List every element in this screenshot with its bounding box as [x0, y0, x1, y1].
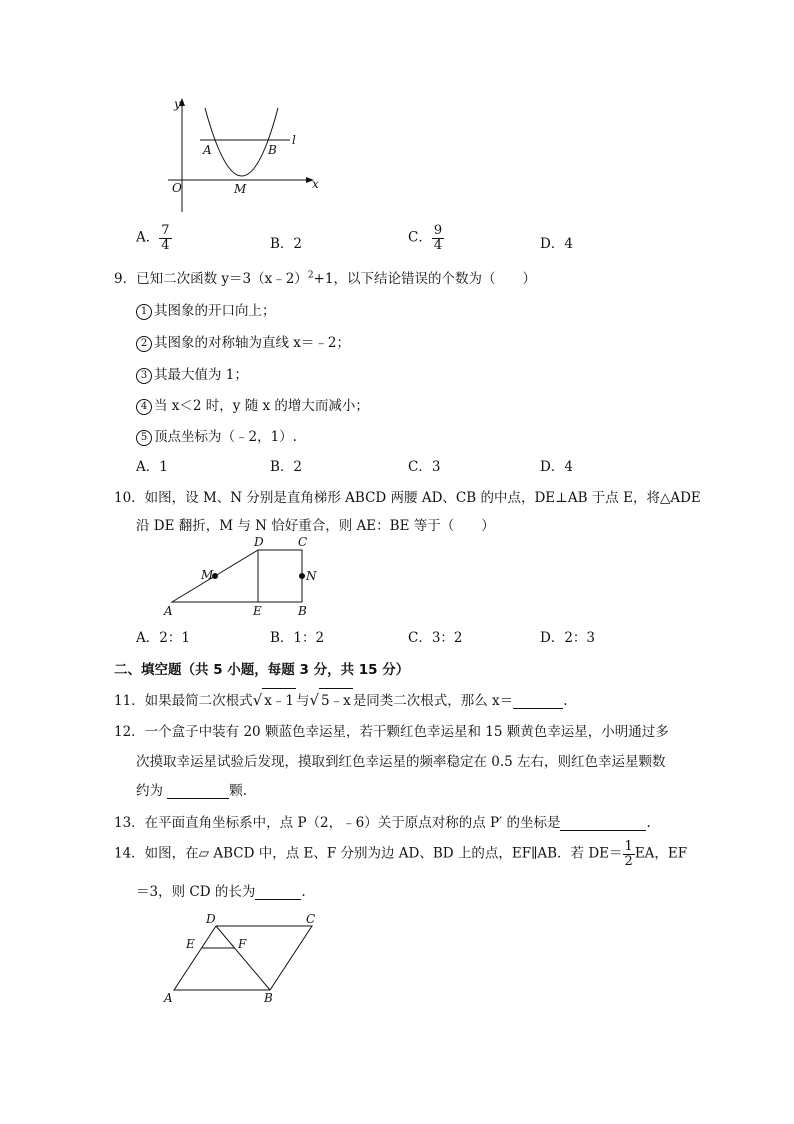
q12-line-3-post: 颗. [229, 783, 248, 799]
q14-fraction [623, 840, 635, 868]
q9-item-5-mark: 5 [136, 430, 152, 446]
q9-option-a: A．1 [136, 459, 168, 475]
q10-option-d: D．2：3 [540, 630, 596, 646]
q11-line [114, 688, 567, 709]
q10-line-2: 沿 DE 翻折，M 与 N 恰好重合，则 AE：BE 等于（ ） [136, 518, 495, 534]
q8-c-numerator: 9 [433, 223, 443, 238]
q8-option-a [136, 224, 172, 252]
q9-item-5-text: 顶点坐标为（﹣2，1）. [154, 429, 297, 445]
q14-line-1-pre: 14．如图，在▱ ABCD 中，点 E、F 分别为边 AD、BD 上的点，EF∥AB．若 DE＝ [114, 845, 623, 862]
q12-line-1: 12．一个盒子中装有 20 颗蓝色幸运星，若干颗红色幸运星和 15 颗黄色幸运星，小明通过多 [114, 724, 669, 740]
q9-item-4-mark: 4 [136, 399, 152, 415]
point-f-label: F [238, 937, 247, 951]
q9-item-2-text: 其图象的对称轴为直线 x＝﹣2； [154, 335, 350, 351]
q14-answer-blank[interactable] [255, 885, 301, 900]
point-m-label: M [234, 182, 247, 196]
sqrt-icon: √ [309, 691, 320, 709]
q11-radicand-2: 5﹣x [319, 688, 353, 709]
parabola-figure [160, 96, 330, 216]
q9-stem-pre: 9．已知二次函数 y＝3（x﹣2） [114, 271, 308, 287]
point-n-label: N [306, 569, 317, 583]
y-axis-label: y [174, 97, 181, 111]
q9-option-b: B．2 [270, 459, 303, 475]
q11-pre: 11．如果最简二次根式 [114, 693, 253, 709]
point-a-label: A [164, 991, 173, 1005]
point-a-label: A [203, 143, 212, 157]
q9-item-3-mark: 3 [136, 368, 152, 384]
q9-item-4-text: 当 x＜2 时，y 随 x 的增大而减小； [154, 398, 369, 414]
point-m-label: M [201, 568, 214, 582]
q8-option-c-fraction [432, 224, 444, 252]
q8-option-d [540, 232, 573, 252]
line-l-label: l [292, 133, 296, 147]
q11-radicand-1: x﹣1 [262, 688, 296, 709]
q9-item-3-text: 其最大值为 1； [154, 367, 248, 383]
q14-line-2-end: . [301, 884, 306, 900]
q13-text: 13．在平面直角坐标系中，点 P（2，﹣6）关于原点对称的点 P′ 的坐标是 [114, 815, 561, 831]
x-axis-label: x [312, 177, 319, 191]
q8-c-denominator: 4 [433, 237, 443, 253]
q9-item-1-mark: 1 [136, 304, 152, 320]
q8-option-a-letter: A． [136, 229, 160, 246]
q8-option-b-letter: B． [270, 236, 294, 252]
q14-line-1 [114, 840, 687, 868]
q11-post: 是同类二次根式，那么 x＝ [352, 693, 514, 709]
q10-option-b: B．1：2 [270, 630, 325, 646]
q9-item-4 [136, 394, 369, 415]
q8-a-denominator: 4 [161, 237, 170, 253]
point-b-label: B [298, 604, 307, 618]
q9-item-2 [136, 331, 350, 352]
q8-option-c-letter: C． [408, 229, 432, 246]
section-2-title: 二、填空题（共 5 小题，每题 3 分，共 15 分） [114, 662, 410, 678]
q13-end: . [646, 815, 651, 831]
q11-end: . [563, 693, 568, 709]
parallelogram-figure [160, 906, 330, 1006]
q8-option-a-fraction [159, 224, 171, 252]
point-c-label: C [298, 535, 308, 549]
point-b-label: B [264, 991, 273, 1005]
point-b-label: B [268, 143, 277, 157]
point-e-label: E [186, 937, 195, 951]
q12-line-3 [136, 779, 247, 799]
q13-line [114, 811, 651, 831]
q10-option-a: A．2：1 [136, 630, 190, 646]
q14-line-2 [136, 880, 306, 900]
q14-fraction-denominator: 2 [624, 853, 633, 869]
q9-stem-post: +1，以下结论错误的个数为（ ） [313, 271, 536, 287]
point-a-label: A [164, 604, 173, 618]
q9-item-2-mark: 2 [136, 336, 152, 352]
q8-option-c [408, 224, 444, 252]
q8-option-d-text: 4 [564, 236, 573, 252]
q13-answer-blank[interactable] [560, 816, 646, 831]
q8-option-d-letter: D． [540, 236, 565, 252]
q9-option-c: C．3 [408, 459, 441, 475]
q9-item-1 [136, 299, 276, 320]
sqrt-icon: √ [252, 691, 263, 709]
q12-line-3-pre: 约为 [136, 783, 168, 799]
point-d-label: D [206, 912, 216, 926]
q9-stem-exponent: 2 [307, 270, 314, 281]
q12-line-2: 次摸取幸运星试验后发现，摸取到红色幸运星的频率稳定在 0.5 左右，则红色幸运星颗数 [136, 754, 666, 770]
q12-answer-blank[interactable] [167, 784, 229, 799]
q14-line-2-pre: ＝3，则 CD 的长为 [136, 884, 256, 900]
q9-item-5 [136, 425, 297, 446]
q8-option-b-text: 2 [293, 236, 303, 252]
q10-option-c: C．3：2 [408, 630, 463, 646]
point-c-label: C [306, 912, 316, 926]
q9-item-1-text: 其图象的开口向上； [154, 303, 276, 319]
q8-a-numerator: 7 [161, 223, 170, 238]
q10-line-1: 10．如图，设 M、N 分别是直角梯形 ABCD 两腰 AD、CB 的中点，DE⊥AB 于点 E，将△ADE [114, 490, 701, 506]
q9-stem [114, 267, 536, 287]
trapezoid-figure [160, 534, 330, 620]
point-d-label: D [254, 535, 264, 549]
q14-line-1-post: EA，EF [634, 845, 688, 862]
q8-option-b [270, 232, 302, 252]
q9-option-d: D．4 [540, 459, 573, 475]
q11-answer-blank[interactable] [513, 694, 563, 709]
q11-mid: 与 [295, 693, 310, 709]
point-e-label: E [253, 604, 262, 618]
origin-label: O [172, 181, 182, 195]
q9-item-3 [136, 363, 248, 384]
q14-fraction-numerator: 1 [624, 839, 633, 854]
